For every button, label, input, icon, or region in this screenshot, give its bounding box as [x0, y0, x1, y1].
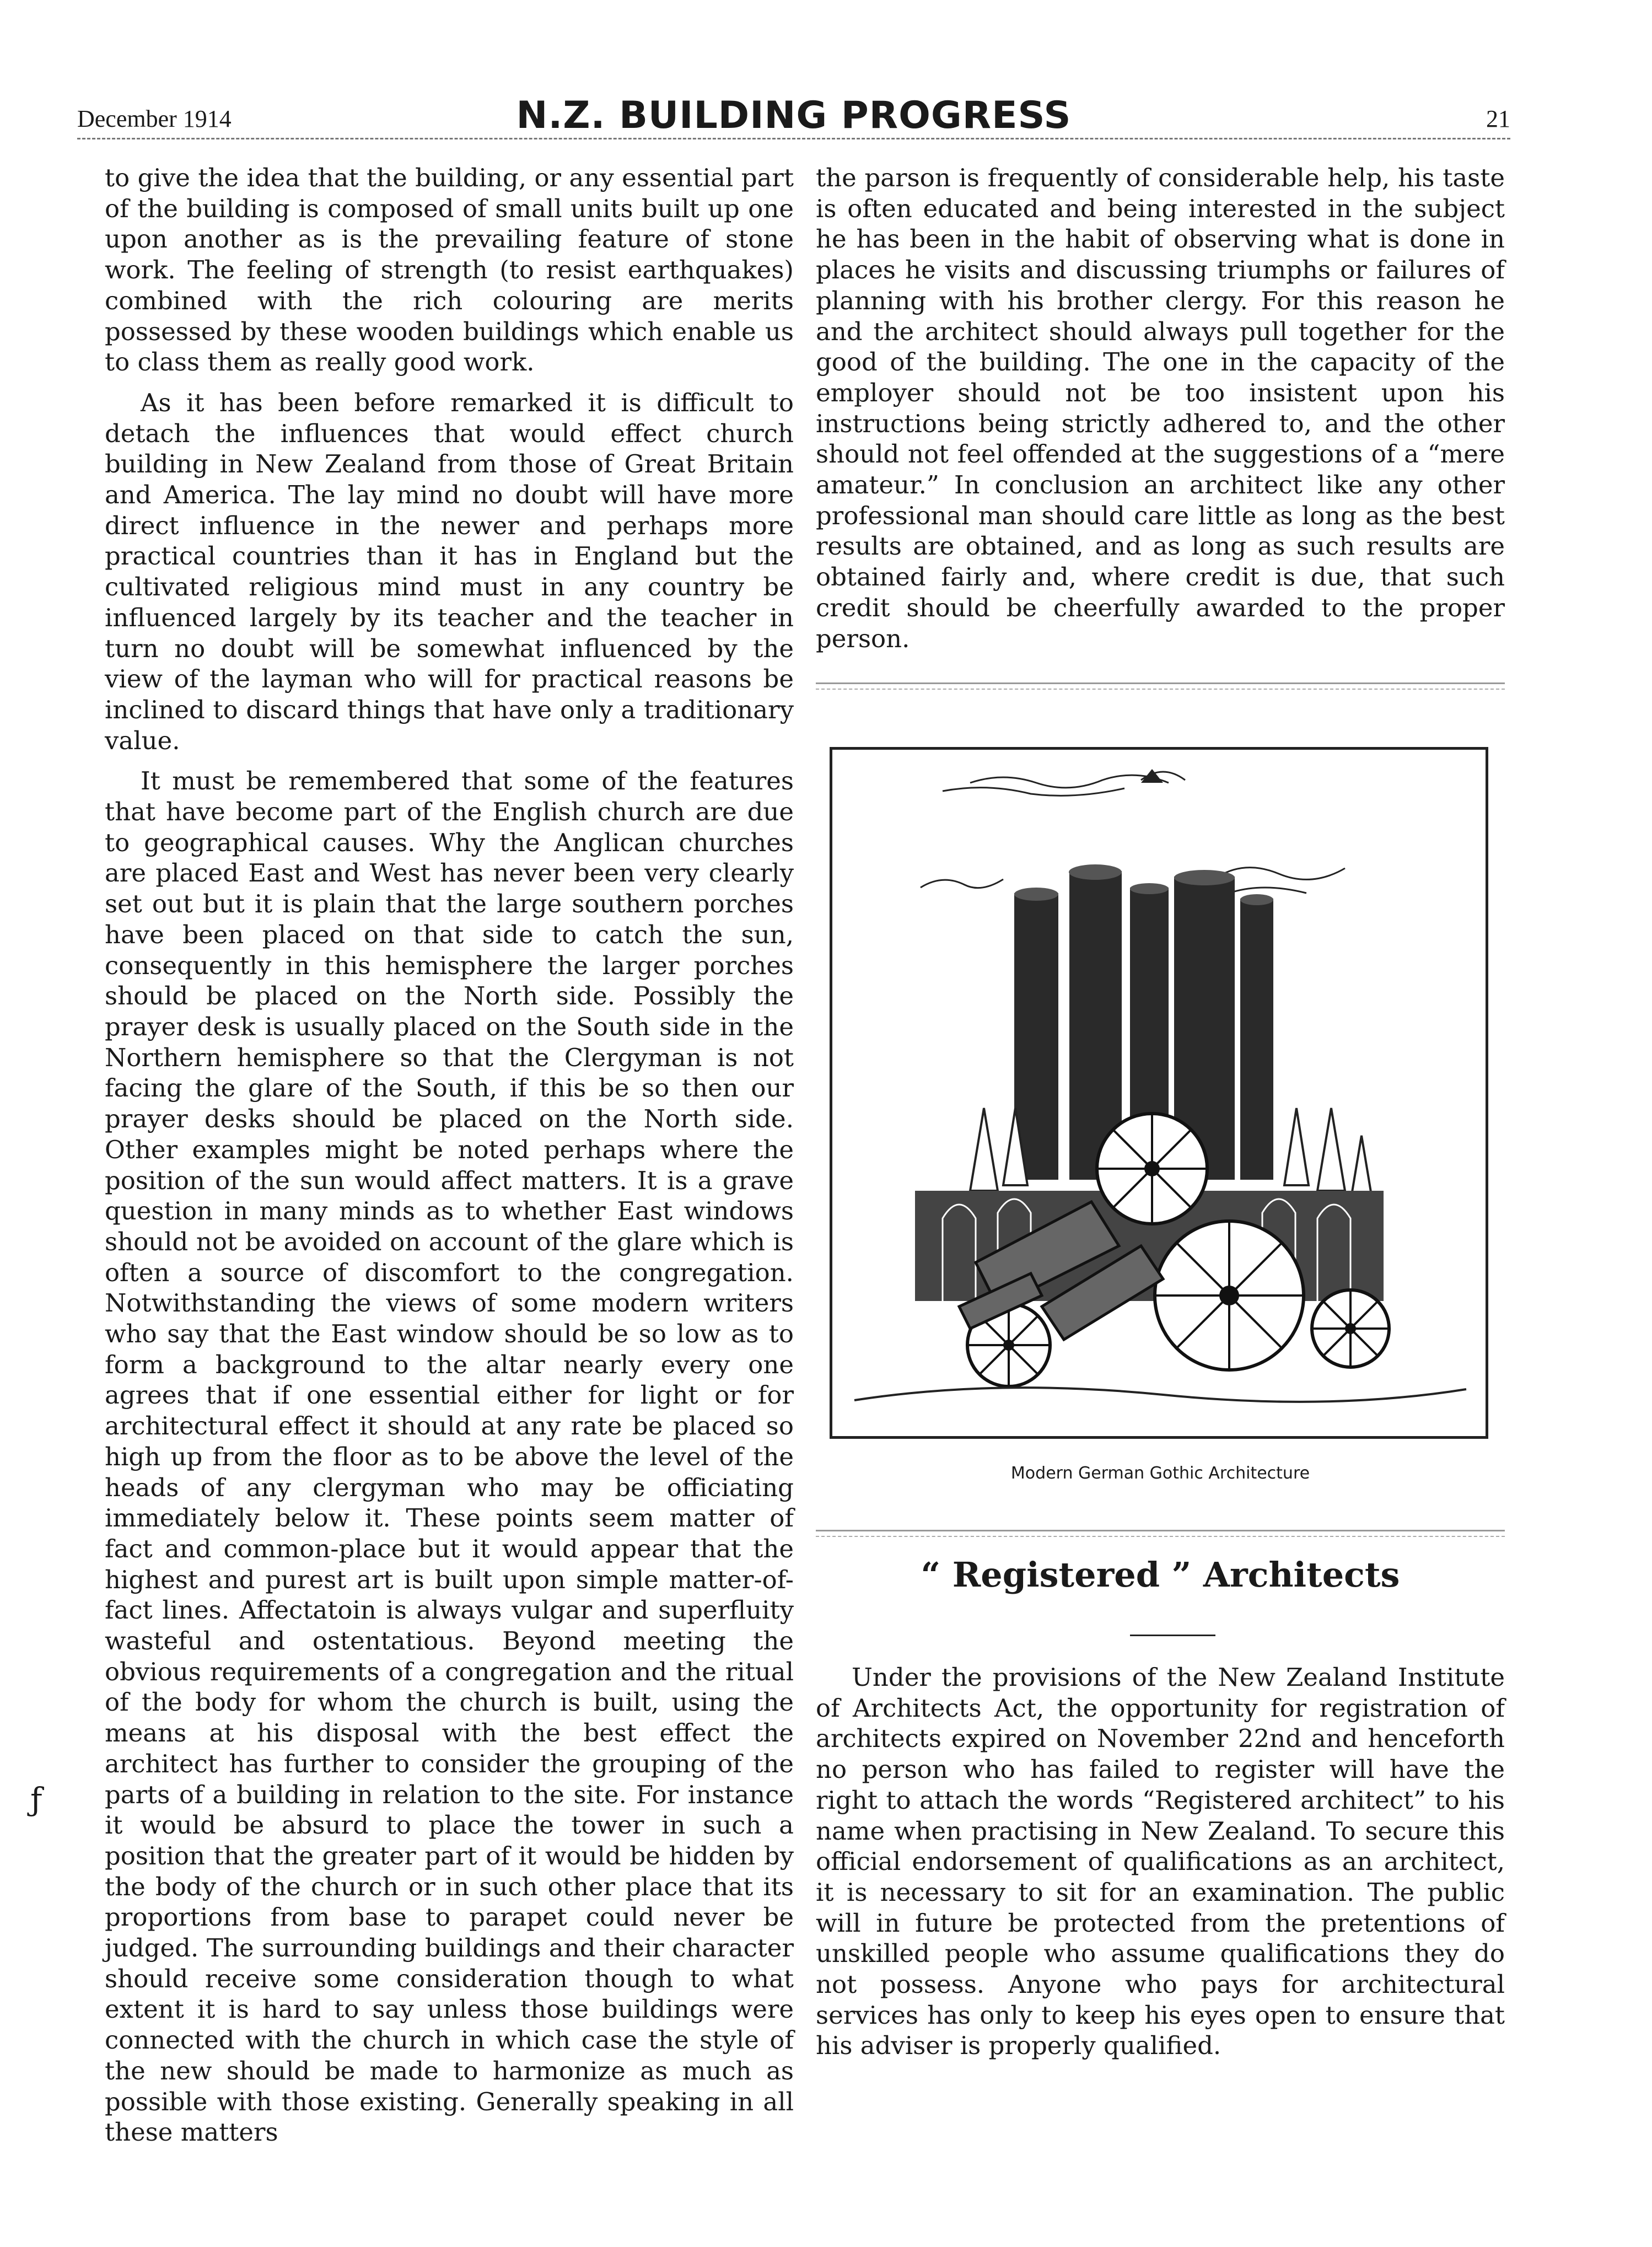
section-divider [816, 1530, 1505, 1537]
right-column-top [816, 163, 1505, 654]
page-number: 21 [1486, 105, 1510, 132]
margin-mark: ƒ [30, 1781, 42, 1818]
paragraph: the parson is frequently of considerable help, his taste is often educated and being interested in the subject he has been in the habit of observing what is done in places he visits and discussing triumphs or failures of planning with his brother clergy. For this reason he and the architect should always pull together for the good of the building. The one in the capacity of the employer should not be too insistent upon his instructions being strictly adhered to, and the other should not feel offended at the suggestions of a “mere amateur.” In conclusion an architect like any other professional man should care little as long as the best results are obtained, and as long as such results are obtained fairly and, where credit is due, that such credit should be cheerfully awarded to the proper person. [816, 163, 1505, 653]
left-column [105, 163, 794, 2148]
section-heading: “ Registered ” Architects [921, 1555, 1400, 1595]
issue-date: December 1914 [77, 105, 232, 132]
paragraph: As it has been before remarked it is difficult to detach the influences that would effect church building in New Zealand from those of Great Britain and America. The lay mind no doubt will have more direct influence in the newer and perhaps more practical countries than it has in England but the cultivated religious mind must in any country be influenced largely by its teacher and the teacher in turn no doubt will be somewhat influenced by the view of the layman who will for practical reasons be inclined to discard things that have only a traditionary value. [105, 388, 794, 755]
section-divider [816, 682, 1505, 690]
publication-title: N.Z. BUILDING PROGRESS [516, 94, 1072, 137]
paragraph: It must be remembered that some of the features that have become part of the English church are due to geographical causes. Why the Anglican churches are placed East and West has never been very clearly set out but it is plain that the large southern porches have been placed on that side to catch the sun, consequently in this hemisphere the larger porches should be placed on the North side. Possibly the prayer desk is usually placed on the South side in the Northern hemisphere so that the Clergyman is not facing the glare of the South, if this be so then our prayer desks should be placed on the North side. Other examples might be noted perhaps where the position of the sun would affect matters. It is a grave question in many minds as to whether East windows should not be avoided on account of the glare which is often a source of discomfort to the congregation. Notwithstanding the views of some modern writers who say that the East window should be so low as to form a background to the altar nearly every one agrees that if one essential either for light or for architectural effect it should at any rate be placed so high up from the floor as to be above the level of the heads of any clergyman who may be officiating immediately below it. These points seem matter of fact and common-place but it would appear that the highest and purest art is built upon simple matter-of-fact lines. Affectatoin is always vulgar and superfluity wasteful and ostentatious. Beyond meeting the obvious requirements of a congregation and the ritual of the body for whom the church is built, using the means at his disposal with the best effect the architect has further to consider the grouping of the parts of a building in relation to the site. For instance it would be absurd to place the tower in such a position that the greater part of it would be hidden by the body of the church or in such other place that its proportions from base to parapet could never be judged. The surrounding buildings and their character should receive some consideration though to what extent it is hard to say unless those buildings were connected with the church in which case the style of the new should be made to harmonize as much as possible with those existing. Generally speaking in all these matters [105, 766, 794, 2147]
registered-architects-article [816, 1662, 1505, 2061]
heading-underline [1130, 1635, 1215, 1636]
page-header [77, 94, 1510, 143]
figure-caption: Modern German Gothic Architecture [1010, 1464, 1310, 1483]
illustration-frame [830, 747, 1488, 1439]
paragraph: Under the provisions of the New Zealand Institute of Architects Act, the opportunity for registration of architects expired on November 22nd and henceforth no person who has failed to register will have the right to attach the words “Registered architect” to his name when practising in New Zealand. To secure this official endorsement of qualifications as an architect, it is necessary to sit for an examination. The public will in future be protected from the pretentions of unskilled people who assume qualifications they do not possess. Anyone who pays for architectural services has only to keep his eyes open to ensure that his adviser is properly qualified. [816, 1663, 1505, 2061]
paragraph: to give the idea that the building, or any essential part of the building is composed of small units built up one upon another as is the prevailing feature of stone work. The feeling of strength (to resist earthquakes) combined with the rich colouring are merits possessed by these wooden buildings which enable us to class them as really good work. [105, 163, 794, 377]
header-divider [77, 138, 1510, 139]
cathedral-war-machine-illustration [832, 750, 1486, 1436]
